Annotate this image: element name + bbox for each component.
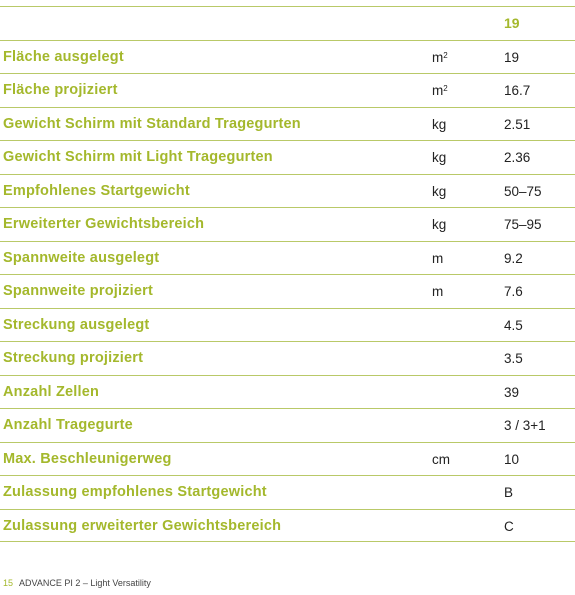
table-row [0, 475, 575, 509]
table-row [0, 241, 575, 275]
unit-text: m [432, 284, 444, 299]
row-unit [432, 443, 450, 476]
row-value: 2.36 [504, 150, 531, 165]
unit-superscript: 2 [443, 50, 448, 60]
row-label: Fläche ausgelegt [3, 48, 124, 65]
row-label: Max. Beschleunigerweg [3, 450, 172, 467]
row-label: Streckung ausgelegt [3, 316, 150, 333]
table-row [0, 174, 575, 208]
unit-text: m [432, 250, 444, 266]
table-row [0, 341, 575, 375]
row-value: 3 / 3+1 [504, 418, 546, 433]
row-label: Spannweite ausgelegt [3, 249, 160, 266]
table-row [0, 40, 575, 74]
table-row [0, 207, 575, 241]
row-label: Erweiterter Gewichtsbereich [3, 216, 205, 232]
unit-text: kg [432, 217, 447, 232]
row-unit [432, 108, 446, 141]
spec-table [0, 6, 575, 542]
row-unit [432, 175, 446, 208]
row-label: Spannweite projiziert [3, 283, 154, 299]
row-label: Gewicht Schirm mit Light Tragegurten [3, 149, 273, 165]
table-row [0, 442, 575, 476]
row-unit [432, 242, 443, 275]
table-row [0, 107, 575, 141]
table-row [0, 509, 575, 543]
row-unit [432, 74, 448, 107]
row-value: 9.2 [504, 250, 523, 266]
row-value: 19 [504, 49, 520, 65]
header-row [0, 6, 575, 40]
table-row [0, 375, 575, 409]
row-value: 2.51 [504, 116, 531, 132]
unit-text: kg [432, 150, 447, 165]
unit-superscript: 2 [443, 84, 448, 93]
row-value: 39 [504, 384, 520, 400]
row-label: Fläche projiziert [3, 82, 118, 98]
row-unit [432, 275, 443, 308]
unit-text: cm [432, 451, 450, 467]
spec-rows [0, 40, 575, 543]
unit-text: m [432, 83, 444, 98]
unit-text: m [432, 49, 444, 65]
footer-text: ADVANCE PI 2 – Light Versatility [19, 578, 151, 588]
row-value: 10 [504, 451, 520, 467]
table-row [0, 308, 575, 342]
table-row [0, 408, 575, 442]
row-value: 4.5 [504, 317, 523, 333]
unit-text: kg [432, 183, 447, 199]
row-value: 50–75 [504, 183, 542, 199]
table-row [0, 274, 575, 308]
row-value: C [504, 518, 514, 534]
row-label: Anzahl Zellen [3, 383, 100, 400]
row-value: 75–95 [504, 217, 542, 232]
row-label: Streckung projiziert [3, 350, 144, 366]
row-label: Empfohlenes Startgewicht [3, 182, 190, 199]
row-value: 16.7 [504, 83, 531, 98]
row-value: 7.6 [504, 284, 523, 299]
row-label: Zulassung empfohlenes Startgewicht [3, 484, 267, 500]
table-row [0, 73, 575, 107]
row-unit [432, 208, 446, 241]
unit-text: kg [432, 116, 447, 132]
page-number: 15 [3, 578, 14, 588]
page-footer [3, 578, 151, 588]
row-label: Gewicht Schirm mit Standard Tragegurten [3, 115, 301, 132]
table-row [0, 140, 575, 174]
row-label: Zulassung erweiterter Gewichtsbereich [3, 517, 282, 534]
row-value: B [504, 485, 514, 500]
row-unit [432, 141, 446, 174]
size-header: 19 [504, 15, 520, 31]
row-unit [432, 41, 448, 74]
row-value: 3.5 [504, 351, 523, 366]
row-label: Anzahl Tragegurte [3, 417, 133, 433]
